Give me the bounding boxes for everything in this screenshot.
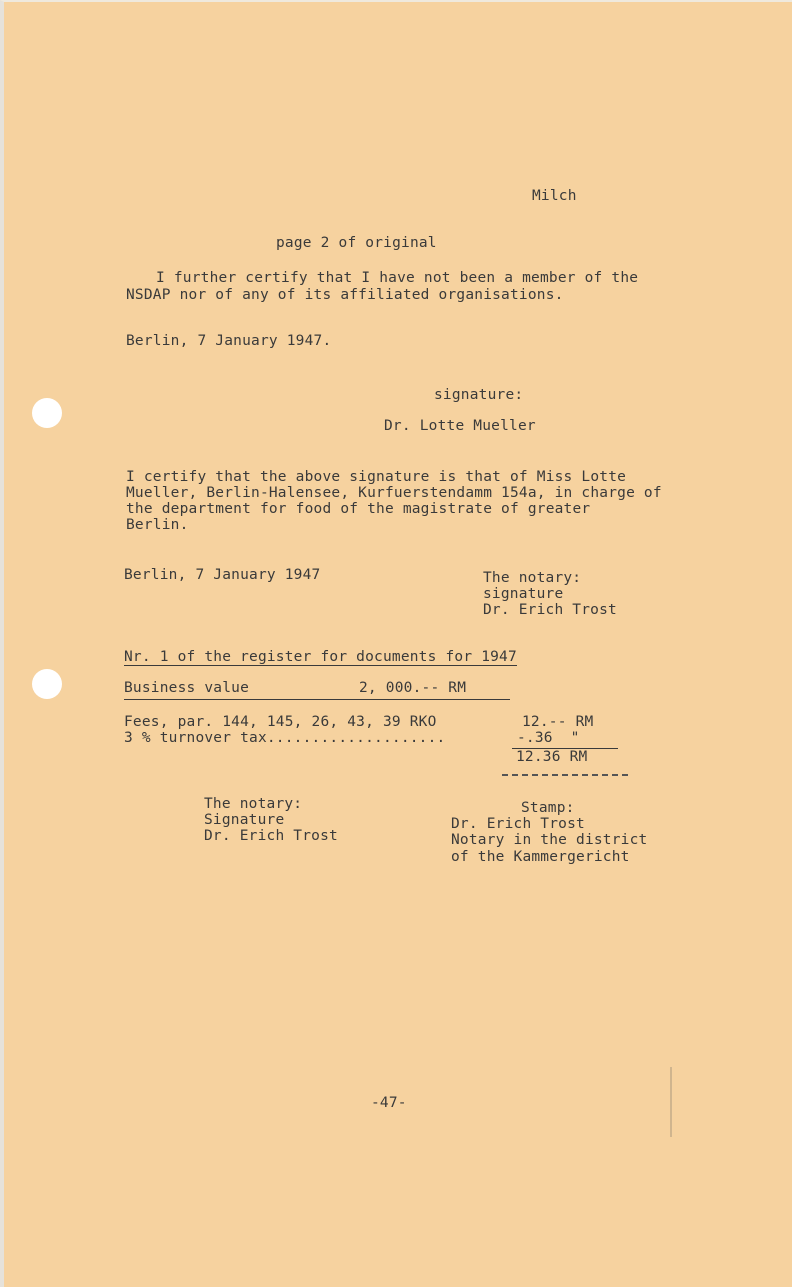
total-double-rule — [502, 774, 628, 776]
signer-name: Dr. Lotte Mueller — [384, 418, 536, 434]
notary-block-1-line: signature — [483, 586, 564, 602]
notary-block-2-line: The notary: — [204, 796, 303, 812]
fees-line-1-label: Fees, par. 144, 145, 26, 43, 39 RKO — [124, 714, 437, 730]
certify-line-2: NSDAP nor of any of its affiliated organisations. — [126, 287, 564, 303]
business-value-underline — [124, 699, 510, 700]
fees-total: 12.36 RM — [516, 749, 588, 765]
signature-label: signature: — [434, 387, 524, 403]
notary-block-1-line: The notary: — [483, 570, 582, 586]
fees-line-2-amount: -.36 " — [517, 730, 580, 746]
fees-line-2-label: 3 % turnover tax.................... — [124, 730, 446, 746]
notary-block-2-line: Dr. Erich Trost — [204, 828, 338, 844]
stamp-block-line: Notary in the district — [451, 832, 648, 848]
fees-line-1-amount: 12.-- RM — [522, 714, 594, 730]
stamp-block-line: Dr. Erich Trost — [451, 816, 585, 832]
stamp-block-line: of the Kammergericht — [451, 849, 630, 865]
place-date-1: Berlin, 7 January 1947. — [126, 333, 332, 349]
page-note: page 2 of original — [276, 235, 437, 251]
notary-cert-line: the department for food of the magistrate of greater — [126, 501, 591, 517]
notary-cert-line: Berlin. — [126, 517, 189, 533]
notary-block-2-line: Signature — [204, 812, 285, 828]
punch-hole — [32, 669, 62, 699]
header-name: Milch — [532, 188, 577, 204]
business-value-label: Business value — [124, 680, 250, 696]
punch-hole — [32, 398, 62, 428]
place-date-2: Berlin, 7 January 1947 — [124, 567, 321, 583]
stamp-block-line: Stamp: — [521, 800, 575, 816]
notary-block-1-line: Dr. Erich Trost — [483, 602, 617, 618]
notary-cert-line: Mueller, Berlin-Halensee, Kurfuerstendamm 154a, in charge of — [126, 485, 662, 501]
business-value-amount: 2, 000.-- RM — [359, 680, 467, 696]
notary-cert-line: I certify that the above signature is that of Miss Lotte — [126, 469, 627, 485]
register-line: Nr. 1 of the register for documents for 1947 — [124, 649, 517, 665]
page-number: -47- — [371, 1095, 407, 1111]
margin-mark — [670, 1067, 672, 1137]
certify-line-1: I further certify that I have not been a member of the — [156, 270, 639, 286]
